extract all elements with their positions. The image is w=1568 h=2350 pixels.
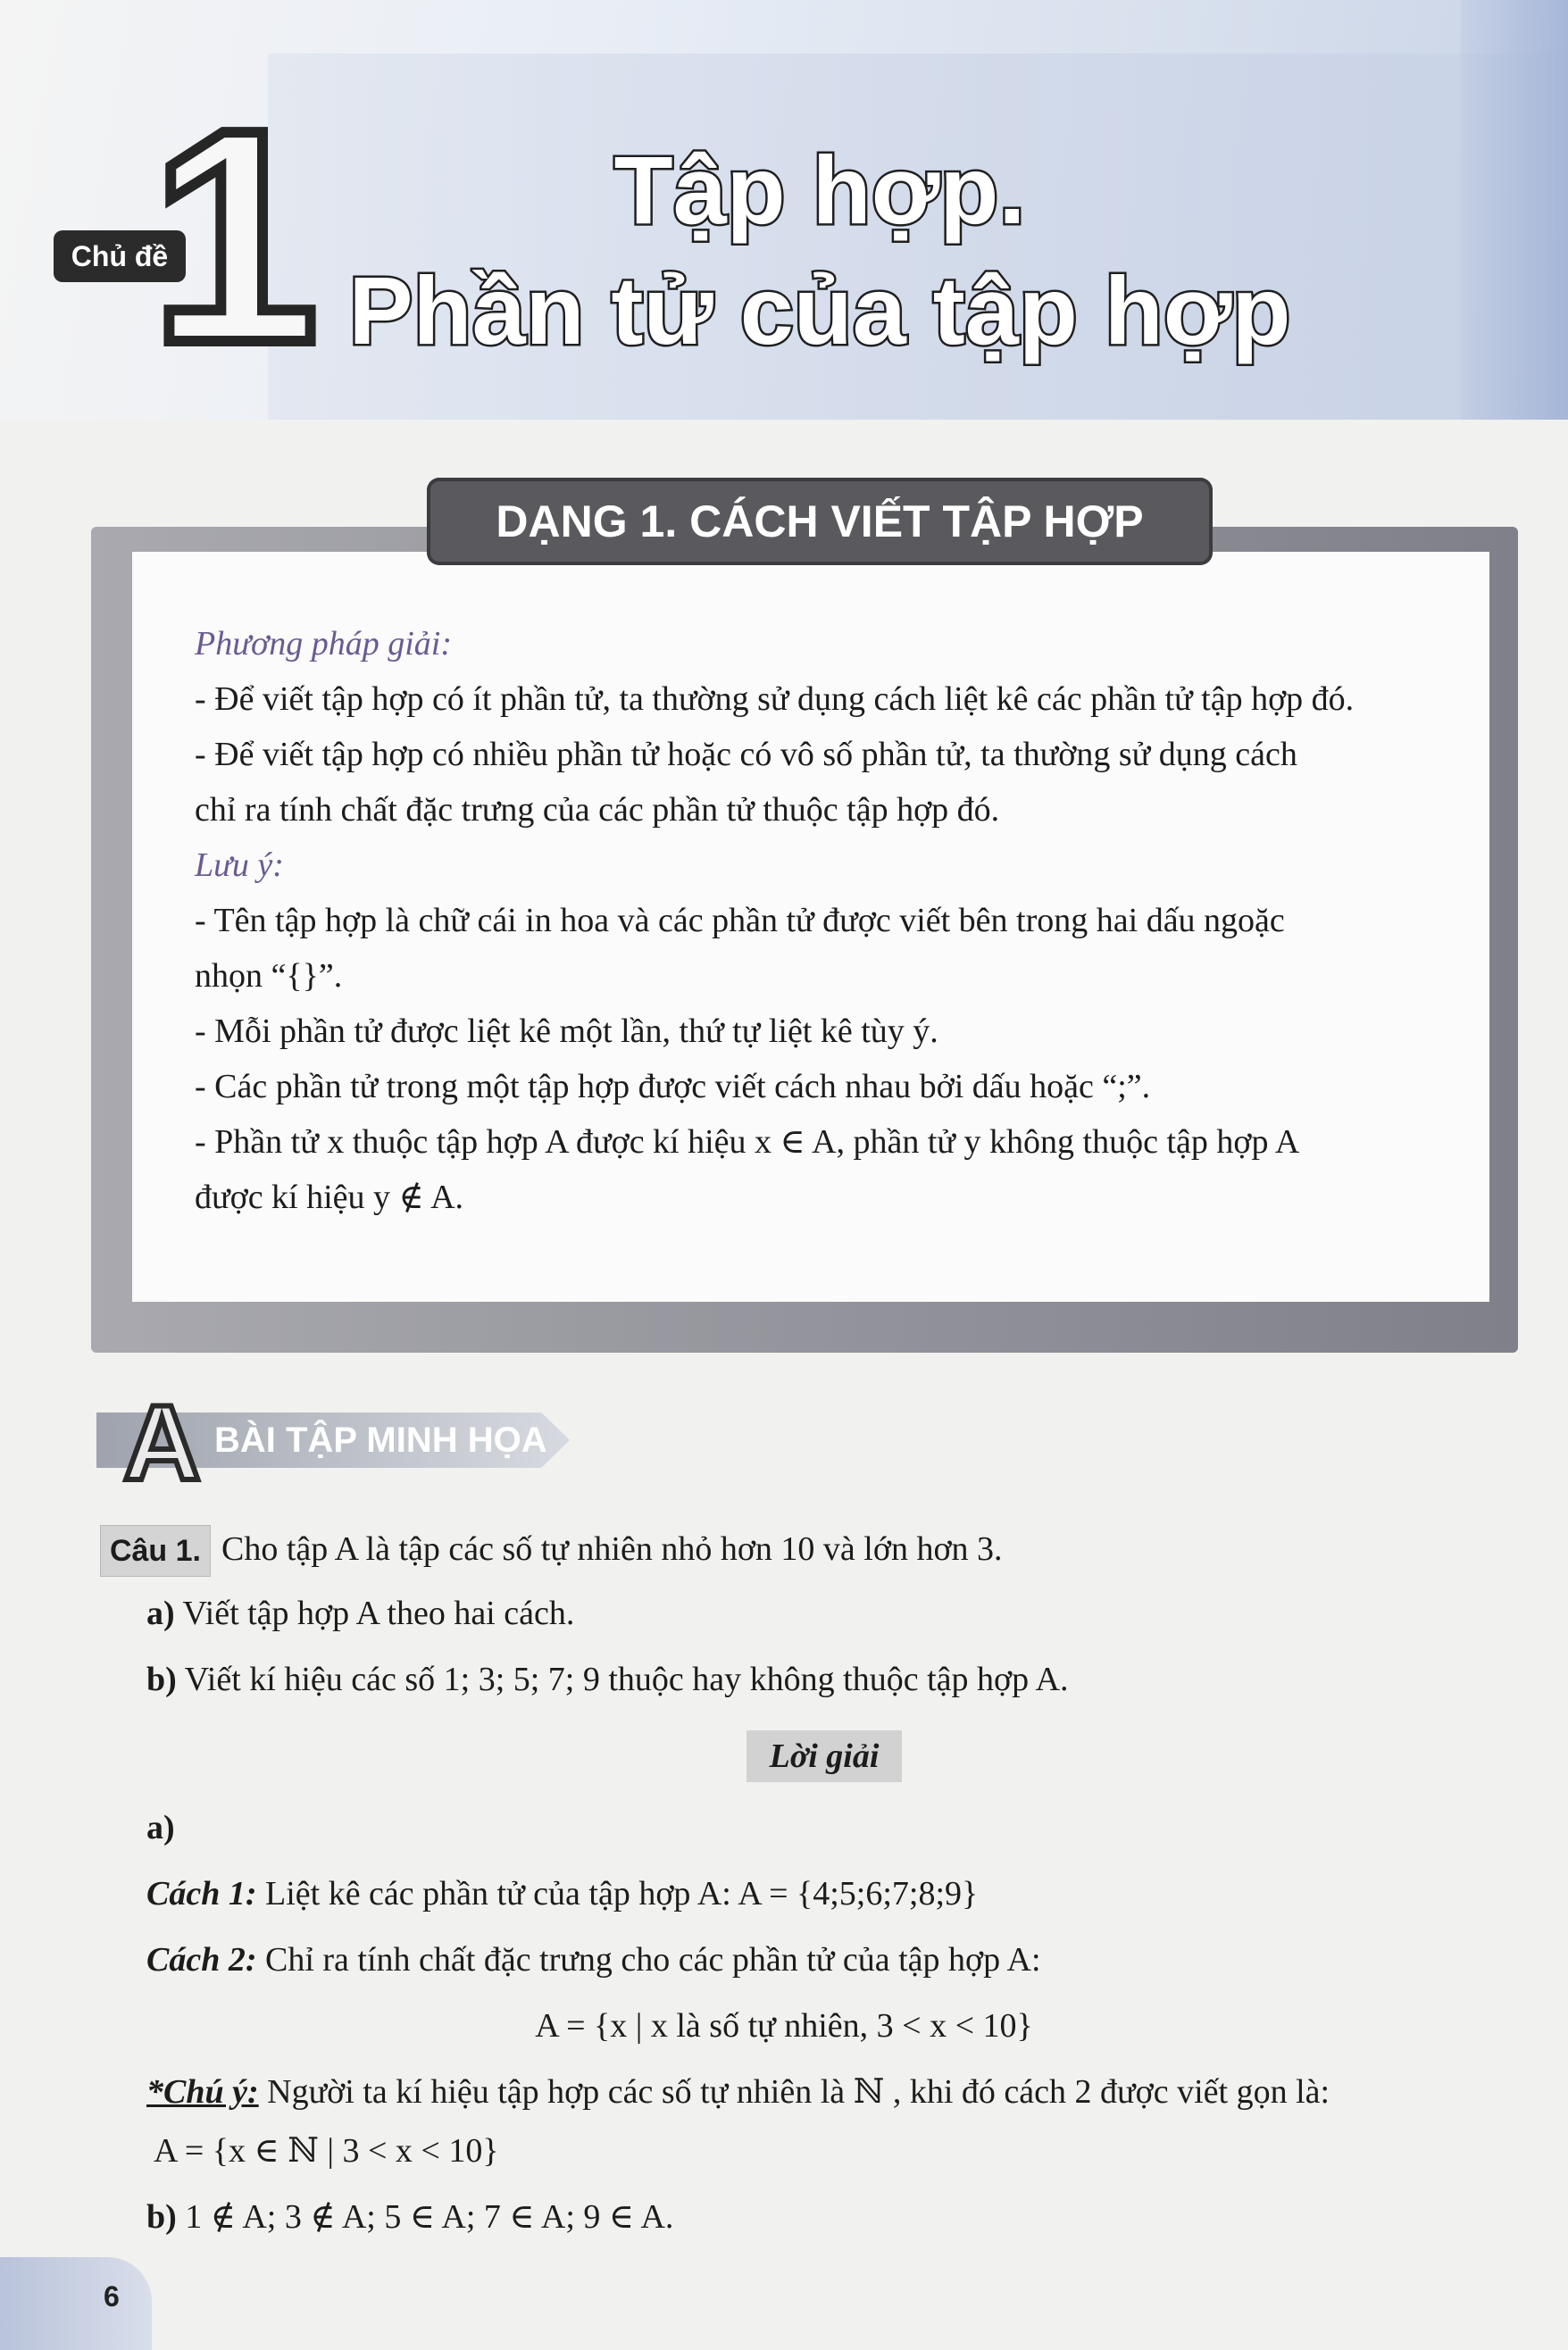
method-label: Phương pháp giải:	[195, 625, 452, 662]
method-line-2a: - Để viết tập hợp có nhiều phần tử hoặc có vô số phần tử, ta thường sử dụng cách	[195, 736, 1297, 773]
note-label: Lưu ý:	[195, 846, 284, 884]
solution-b-text: 1 ∉ A; 3 ∉ A; 5 ∈ A; 7 ∈ A; 9 ∈ A.	[185, 2198, 674, 2236]
part-a-label: a)	[146, 1595, 175, 1632]
note-line-4b: được kí hiệu y ∉ A.	[195, 1179, 464, 1216]
solution-note	[146, 2070, 1330, 2114]
solution-a-label: a)	[146, 1809, 175, 1846]
method-line-2b: chỉ ra tính chất đặc trưng của các phần tử thuộc tập hợp đó.	[195, 791, 1000, 829]
way2-formula: A = {x | x là số tự nhiên, 3 < x < 10}	[535, 2007, 1033, 2045]
note-line-4a: - Phần tử x thuộc tập hợp A được kí hiệu x ∈ A, phần tử y không thuộc tập hợp A	[195, 1123, 1300, 1161]
chapter-number: 1	[150, 67, 316, 406]
question-badge: Câu 1.	[100, 1525, 211, 1577]
note-label-solution: *Chú ý:	[146, 2073, 259, 2111]
part-b-label: b)	[146, 1661, 177, 1698]
question-text: Cho tập A là tập các số tự nhiên nhỏ hơn 10 và lớn hơn 3.	[221, 1530, 1003, 1568]
page-number: 6	[104, 2280, 120, 2312]
note-line-3: - Các phần tử trong một tập hợp được viết cách nhau bởi dấu hoặc “;”.	[195, 1068, 1151, 1105]
note-formula: A = {x ∈ ℕ | 3 < x < 10}	[154, 2132, 499, 2170]
note-text: Người ta kí hiệu tập hợp các số tự nhiên là ℕ , khi đó cách 2 được viết gọn là:	[267, 2073, 1330, 2111]
way1-text: Liệt kê các phần tử của tập hợp A: A = {4;5;6;7;8;9}	[265, 1875, 979, 1912]
chapter-banner	[0, 0, 1568, 420]
part-b-text: Viết kí hiệu các số 1; 3; 5; 7; 9 thuộc hay không thuộc tập hợp A.	[184, 1661, 1069, 1698]
part-a-text: Viết tập hợp A theo hai cách.	[182, 1595, 575, 1632]
way2-text: Chỉ ra tính chất đặc trưng cho các phần tử của tập hợp A:	[265, 1941, 1041, 1979]
section-a-label: BÀI TẬP MINH HỌA	[214, 1421, 547, 1460]
solution-heading: Lời giải	[746, 1730, 902, 1782]
way2-label: Cách 2:	[146, 1941, 257, 1979]
solution-b	[146, 2195, 673, 2239]
chapter-badge: Chủ đề	[54, 230, 186, 282]
note-line-1a: - Tên tập hợp là chữ cái in hoa và các phần tử được viết bên trong hai dấu ngoặc	[195, 902, 1285, 939]
chapter-title-line2: Phần tử của tập hợp	[348, 256, 1291, 364]
method-box-heading: DẠNG 1. CÁCH VIẾT TẬP HỢP	[427, 478, 1213, 565]
solution-b-label: b)	[146, 2198, 177, 2236]
note-line-1b: nhọn “{}”.	[195, 957, 343, 995]
method-line-1: - Để viết tập hợp có ít phần tử, ta thường sử dụng cách liệt kê các phần tử tập hợp đó.	[195, 680, 1355, 718]
section-a-letter: A	[123, 1383, 201, 1503]
note-line-2: - Mỗi phần tử được liệt kê một lần, thứ tự liệt kê tùy ý.	[195, 1012, 938, 1050]
question-part-a	[146, 1591, 574, 1636]
way1-label: Cách 1:	[146, 1875, 257, 1912]
page-number-tab	[0, 2257, 152, 2350]
question-part-b	[146, 1657, 1068, 1702]
solution-way2	[146, 1938, 1041, 1982]
solution-way1	[146, 1871, 978, 1916]
chapter-title-line1: Tập hợp.	[613, 136, 1026, 244]
method-box-body	[195, 616, 1454, 1225]
